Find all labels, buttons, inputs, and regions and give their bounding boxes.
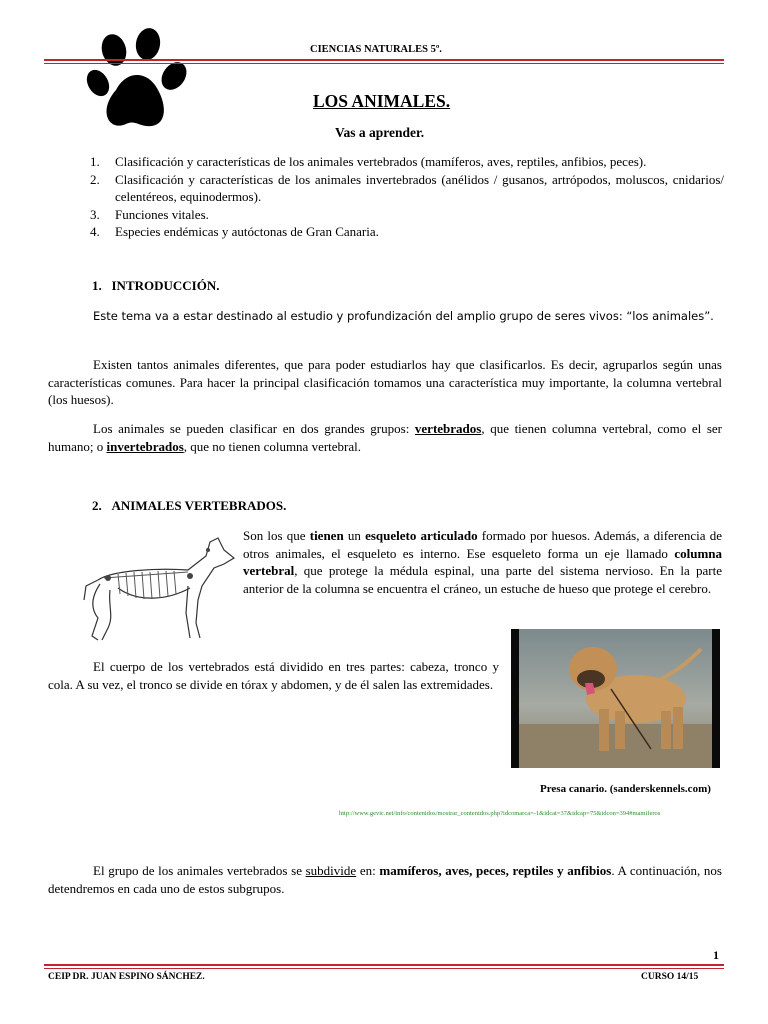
list-number: 2.: [90, 171, 100, 187]
term-invertebrados: invertebrados: [106, 438, 184, 454]
list-number: 3.: [90, 206, 100, 222]
list-item: [48, 206, 724, 224]
term-subdivide: subdivide: [305, 863, 357, 878]
page-subtitle: Vas a aprender.: [335, 125, 425, 140]
paragraph-vertebrados-1: Son los que tienen un esqueleto articulado formado por huesos. Además, a diferencia de otros animales, el esqueleto es interno. Ese esqueleto forma un eje llamado columna vertebral, que protege la médula espinal, una parte del sistema nervioso. En la parte anterior de la columna se encuentra el cráneo, un estuche de hueso que protege el cerebro.: [243, 528, 723, 596]
list-text: Funciones vitales.: [115, 206, 209, 222]
header-subject: CIENCIAS NATURALES 5º.: [310, 44, 442, 55]
list-number: 4.: [90, 224, 100, 239]
presa-canario-photo: [511, 629, 720, 768]
paragraph-vertebrados-3: El grupo de los animales vertebrados se subdivide en: mamíferos, aves, peces, reptiles y anfibios. A continuación, nos detendremos en cada uno de estos subgrupos.: [48, 863, 722, 896]
list-number: 1.: [90, 154, 100, 169]
objectives-list: [48, 153, 724, 241]
list-item: [48, 153, 724, 171]
header-rule-thin: [44, 63, 724, 64]
term-vertebrados: vertebrados: [414, 421, 482, 436]
subgroups-list: mamíferos, aves, peces, reptiles y anfibios: [379, 863, 612, 878]
paragraph-intro-2: Existen tantos animales diferentes, que para poder estudiarlos hay que clasificarlos. Es decir, agruparlos según unas características comunes. Para hacer la principal clasificación tomamos una característica muy importante, la columna vertebral (los huesos).: [48, 357, 722, 407]
footer-rule-thin: [44, 968, 724, 969]
list-text: Especies endémicas y autóctonas de Gran Canaria.: [115, 224, 379, 239]
section-heading-introduccion: 1. INTRODUCCIÓN.: [92, 278, 220, 293]
source-url-link[interactable]: http://www.gevic.net/info/contenidos/mostrar_contenidos.php?idcomarca=-1&idcat=37&idcap=75&idcon=394#mamiferos: [339, 810, 661, 817]
page-title: LOS ANIMALES.: [313, 91, 451, 111]
list-text: Clasificación y características de los animales vertebrados (mamíferos, aves, reptiles, anfibios, peces).: [115, 154, 647, 169]
footer-school: CEIP DR. JUAN ESPINO SÁNCHEZ.: [48, 972, 205, 982]
section-heading-vertebrados: 2. ANIMALES VERTEBRADOS.: [92, 498, 287, 513]
paragraph-intro-1: Este tema va a estar destinado al estudio y profundización del amplio grupo de seres vivos: “los animales”.: [93, 309, 714, 323]
footer-course: CURSO 14/15: [641, 972, 699, 982]
paragraph-vertebrados-2: El cuerpo de los vertebrados está dividido en tres partes: cabeza, tronco y cola. A su vez, el tronco se divide en tórax y abdomen, y de él salen las extremidades.: [48, 659, 499, 692]
photo-caption: Presa canario. (sanderskennels.com): [540, 783, 711, 795]
list-text: Clasificación y características de los animales invertebrados (anélidos / gusanos, artrópodos, moluscos, cnidarios/ celentéreos, equinodermos).: [115, 171, 724, 204]
list-item: [48, 223, 724, 241]
paw-logo: [86, 28, 192, 134]
page-number: 1: [713, 948, 719, 962]
paragraph-intro-3: Los animales se pueden clasificar en dos grandes grupos: vertebrados, que tienen columna vertebral, como el ser humano; o invertebrados, que no tienen columna vertebral.: [48, 421, 722, 454]
dog-skeleton-illustration: [78, 528, 238, 646]
header-rule: [44, 59, 724, 61]
list-item: [48, 171, 724, 206]
footer-rule: [44, 964, 724, 966]
